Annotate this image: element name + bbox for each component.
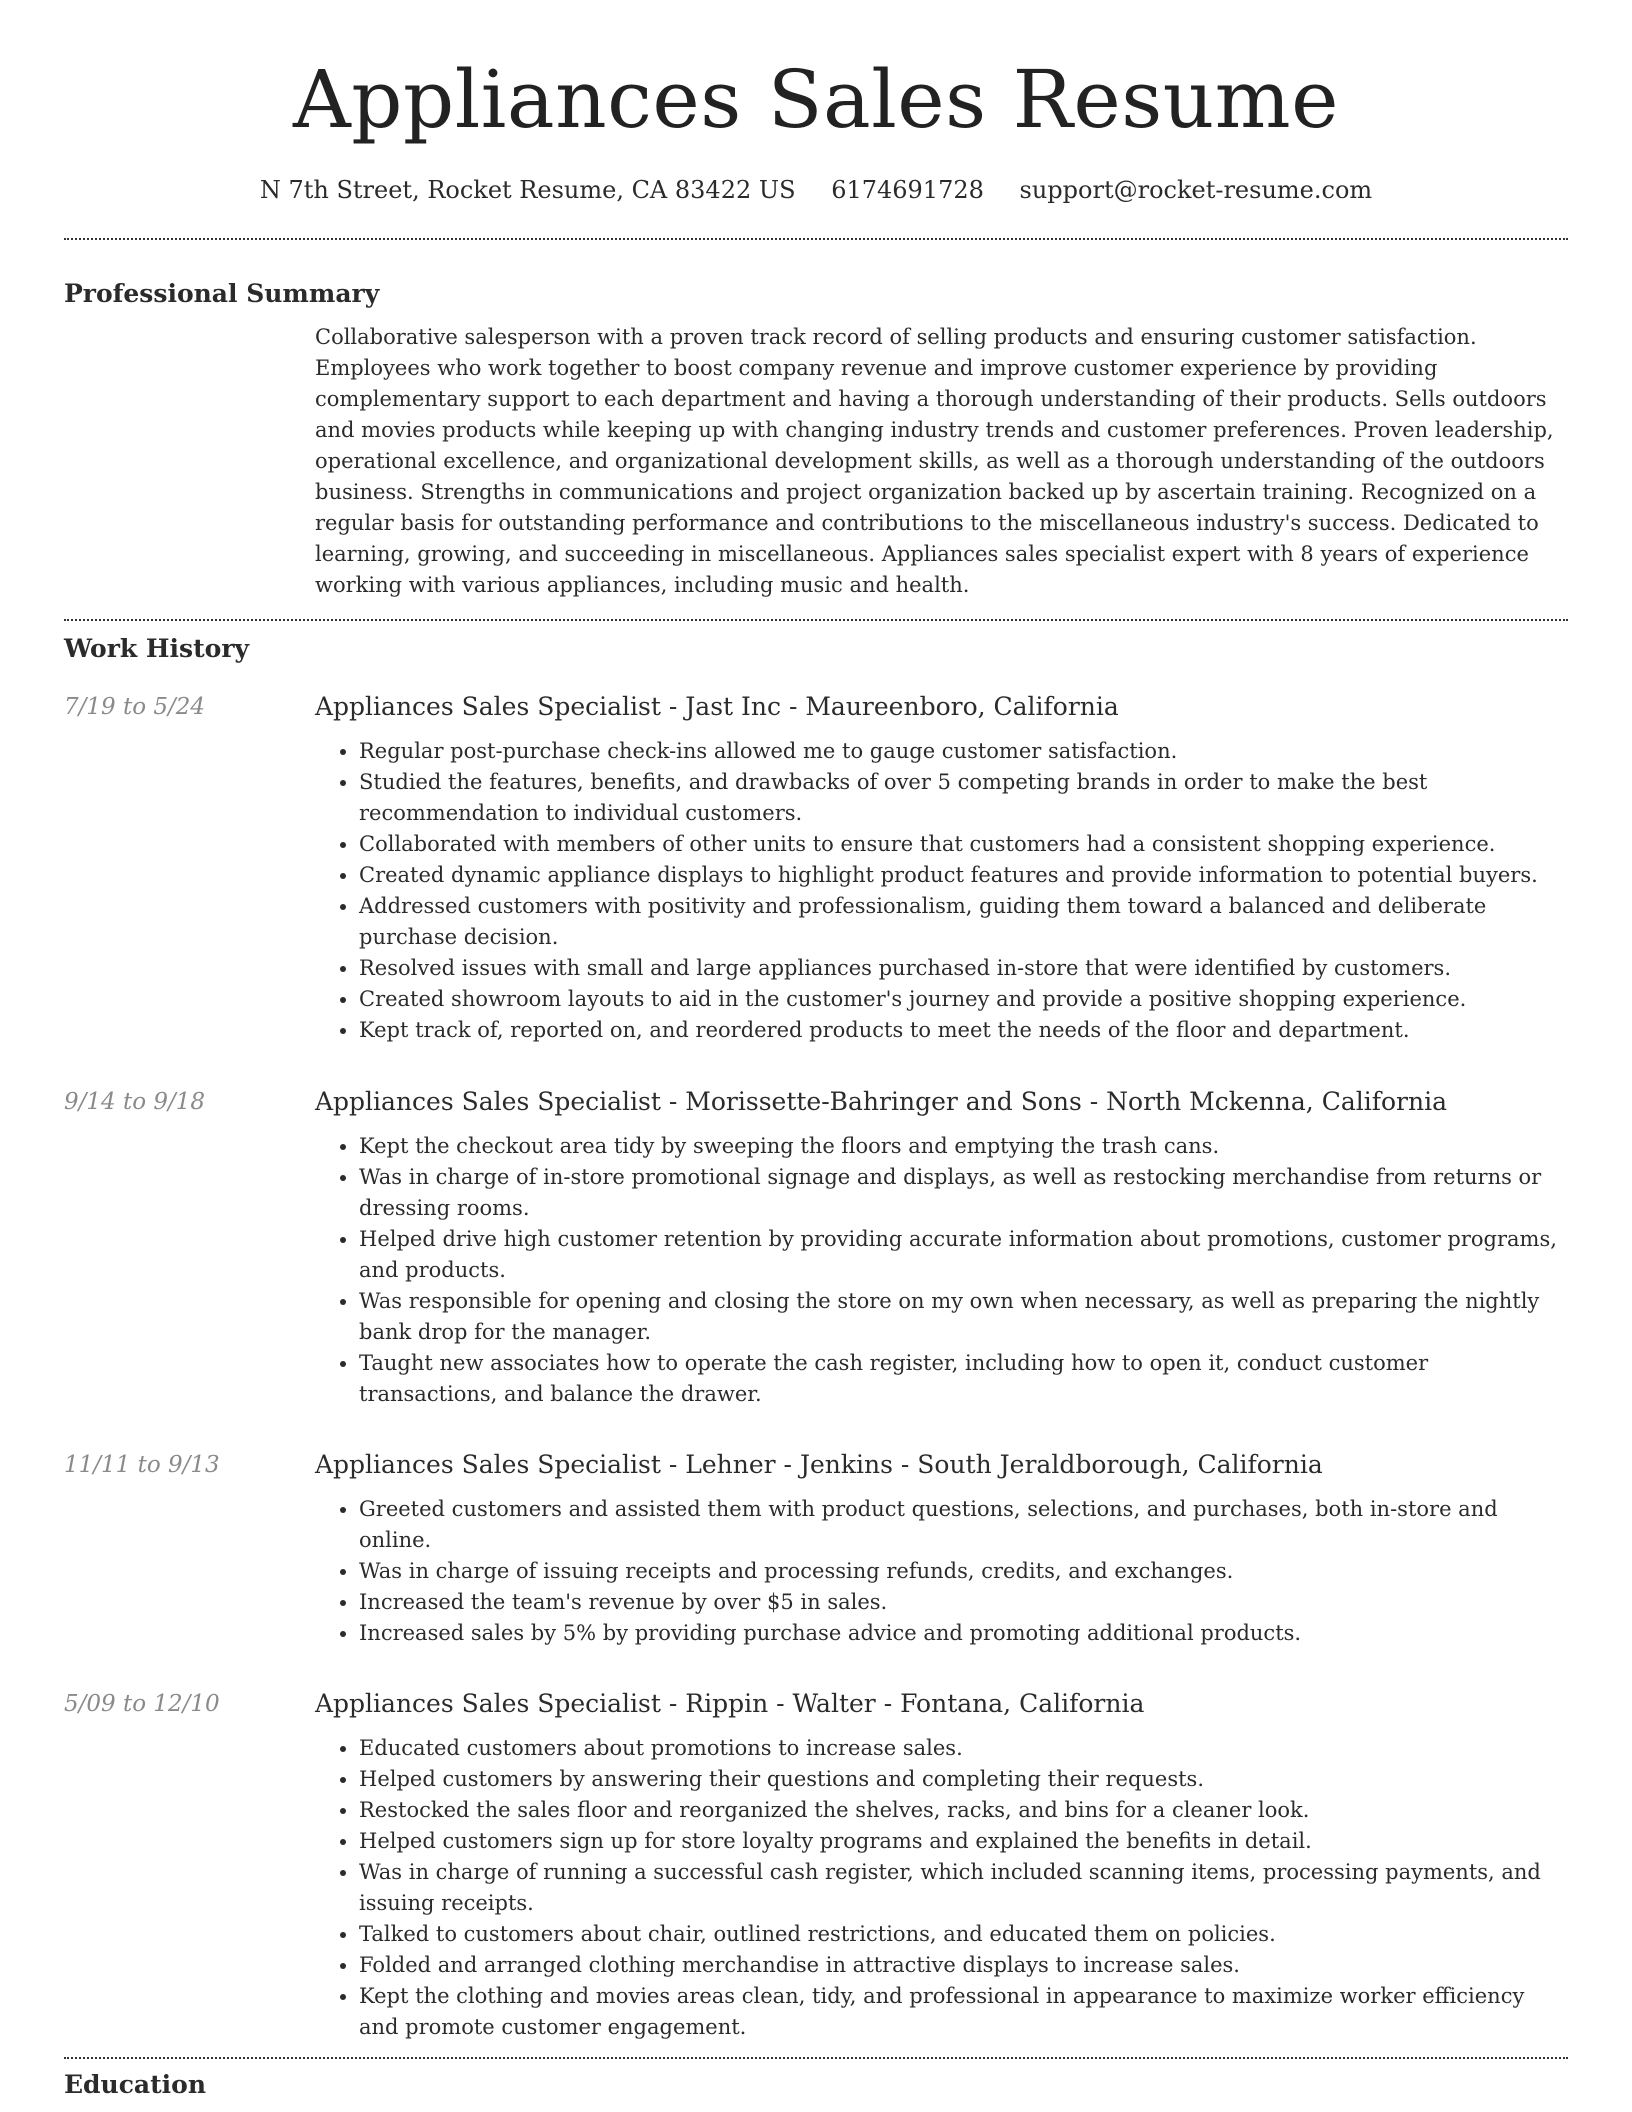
summary-text: Collaborative salesperson with a proven track record of selling products and ensuring customer satisfaction. Employees who work together to boost company revenue and improve customer experience by providing complementary support to each department and having a thorough understanding of their products. Sells outdoors and movies products while keeping up with changing industry trends and customer preferences. Proven leadership, operational excellence, and organizational development skills, as well as a thorough understanding of the outdoors business. Strengths in communications and project organization backed up by ascertain training. Recognized on a regular basis for outstanding performance and contributions to the miscellaneous industry's success. Dedicated to learning, growing, and succeeding in miscellaneous. Appliances sales specialist expert with 8 years of experience working with various appliances, including music and health.	[315, 325, 1554, 597]
job-bullet: • Kept the clothing and movies areas clean, tidy, and professional in appearance to maximize worker efficiency and promote customer engagement.	[359, 1981, 1568, 2043]
summary-divider	[64, 619, 1568, 621]
job-bullet: • Was in charge of running a successful cash register, which included scanning items, processing payments, and issuing receipts.	[359, 1857, 1568, 1919]
job-bullet: • Kept the checkout area tidy by sweeping the floors and emptying the trash cans.	[359, 1131, 1568, 1162]
job-bullet: • Greeted customers and assisted them with product questions, selections, and purchases, both in-store and online.	[359, 1494, 1568, 1556]
job-bullets	[315, 1494, 1568, 1649]
job-bullet: • Was responsible for opening and closing the store on my own when necessary, as well as preparing the nightly bank drop for the manager.	[359, 1286, 1568, 1348]
job-entry	[64, 690, 1568, 1046]
job-bullet: • Created dynamic appliance displays to highlight product features and provide information to potential buyers.	[359, 860, 1568, 891]
work-history-heading: Work History	[64, 634, 250, 663]
contact-address: N 7th Street, Rocket Resume, CA 83422 US	[259, 176, 796, 204]
job-bullet: • Regular post-purchase check-ins allowed me to gauge customer satisfaction.	[359, 736, 1568, 767]
job-bullet: • Helped drive high customer retention by providing accurate information about promotions, customer programs, and products.	[359, 1224, 1568, 1286]
job-bullet: • Studied the features, benefits, and drawbacks of over 5 competing brands in order to make the best recommendation to individual customers.	[359, 767, 1568, 829]
summary-heading: Professional Summary	[64, 279, 380, 308]
job-heading: Appliances Sales Specialist - Morissette-Bahringer and Sons - North Mckenna, California	[315, 1087, 1447, 1116]
job-bullet: • Educated customers about promotions to increase sales.	[359, 1733, 1568, 1764]
resume-title: Appliances Sales Resume	[293, 53, 1339, 146]
job-dates: 9/14 to 9/18	[64, 1089, 206, 1115]
job-entry	[64, 1085, 1568, 1410]
job-bullets	[315, 1131, 1568, 1410]
job-bullet: • Collaborated with members of other units to ensure that customers had a consistent shopping experience.	[359, 829, 1568, 860]
job-heading: Appliances Sales Specialist - Rippin - Walter - Fontana, California	[315, 1689, 1145, 1718]
job-bullet: • Was in charge of issuing receipts and processing refunds, credits, and exchanges.	[359, 1556, 1568, 1587]
job-bullet: • Restocked the sales floor and reorganized the shelves, racks, and bins for a cleaner look.	[359, 1795, 1568, 1826]
header-divider	[64, 238, 1568, 240]
contact-line	[64, 174, 1568, 206]
job-bullet: • Kept track of, reported on, and reordered products to meet the needs of the floor and department.	[359, 1015, 1568, 1046]
job-bullet: • Helped customers sign up for store loyalty programs and explained the benefits in detail.	[359, 1826, 1568, 1857]
job-bullets	[315, 1733, 1568, 2043]
job-heading: Appliances Sales Specialist - Lehner - Jenkins - South Jeraldborough, California	[315, 1450, 1323, 1479]
job-entry	[64, 1448, 1568, 1649]
education-heading: Education	[64, 2070, 207, 2099]
job-bullets	[315, 736, 1568, 1046]
job-dates: 5/09 to 12/10	[64, 1691, 220, 1717]
job-body	[315, 1687, 1568, 2043]
job-bullet: • Folded and arranged clothing merchandise in attractive displays to increase sales.	[359, 1950, 1568, 1981]
job-bullet: • Increased sales by 5% by providing purchase advice and promoting additional products.	[359, 1618, 1568, 1649]
job-bullet: • Helped customers by answering their questions and completing their requests.	[359, 1764, 1568, 1795]
job-heading: Appliances Sales Specialist - Jast Inc - Maureenboro, California	[315, 692, 1119, 721]
job-entry	[64, 1687, 1568, 2043]
job-body	[315, 690, 1568, 1046]
contact-phone: 6174691728	[831, 176, 984, 204]
job-body	[315, 1448, 1568, 1649]
job-dates: 11/11 to 9/13	[64, 1452, 220, 1478]
job-bullet: • Was in charge of in-store promotional signage and displays, as well as restocking merchandise from returns or dressing rooms.	[359, 1162, 1568, 1224]
job-bullet: • Talked to customers about chair, outlined restrictions, and educated them on policies.	[359, 1919, 1568, 1950]
job-dates: 7/19 to 5/24	[64, 694, 206, 720]
job-bullet: • Resolved issues with small and large appliances purchased in-store that were identified by customers.	[359, 953, 1568, 984]
work-divider	[64, 2057, 1568, 2059]
job-bullet: • Created showroom layouts to aid in the customer's journey and provide a positive shopping experience.	[359, 984, 1568, 1015]
job-bullet: • Addressed customers with positivity and professionalism, guiding them toward a balanced and deliberate purchase decision.	[359, 891, 1568, 953]
job-bullet: • Increased the team's revenue by over $5 in sales.	[359, 1587, 1568, 1618]
contact-email: support@rocket-resume.com	[1019, 176, 1373, 204]
job-body	[315, 1085, 1568, 1410]
job-bullet: • Taught new associates how to operate the cash register, including how to open it, conduct customer transactions, and balance the drawer.	[359, 1348, 1568, 1410]
